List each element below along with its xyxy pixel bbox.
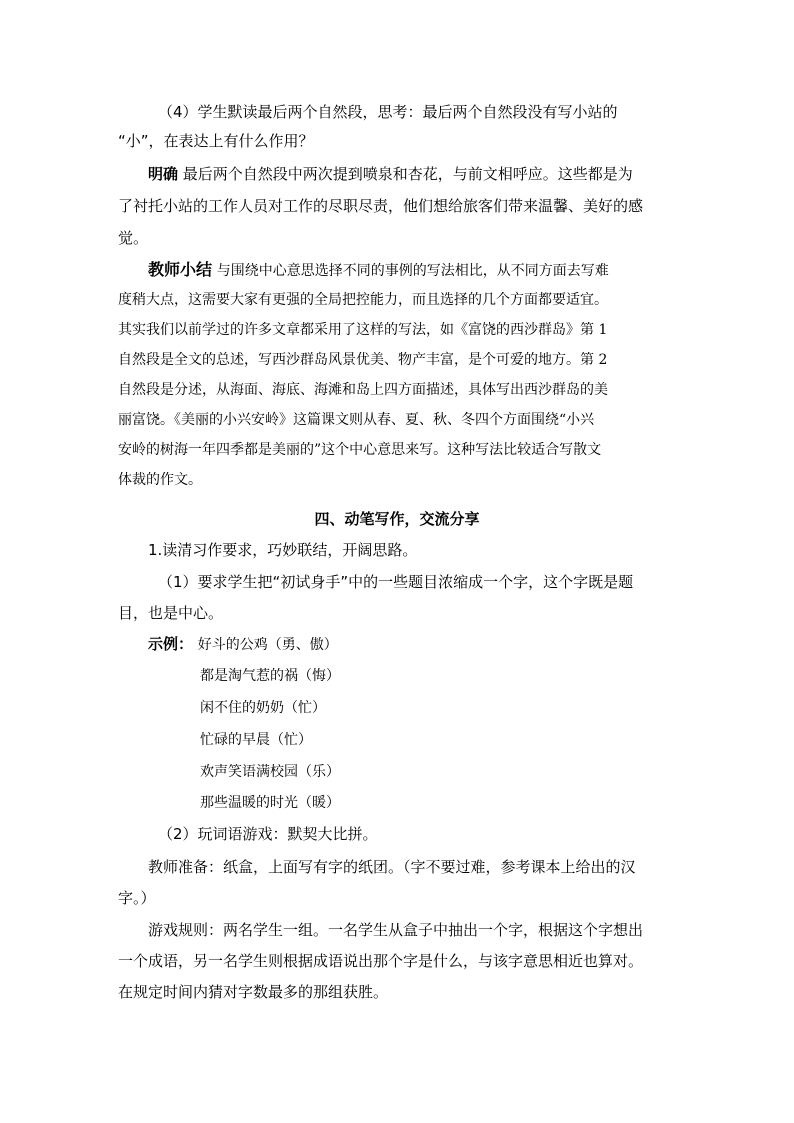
summary-line-8: 体裁的作文。 [118, 472, 202, 488]
q4-line-1: （4）学生默读最后两个自然段，思考：最后两个自然段没有写小站的 [158, 103, 618, 121]
example-first-line [148, 634, 338, 655]
example-item: 忙碌的早晨（忙） [200, 732, 312, 748]
summary-line-7: 安岭的树海一年四季都是美丽的”这个中心意思来写。这种写法比较适合写散文 [118, 442, 602, 458]
teacher-prep-line-1: 教师准备：纸盒，上面写有字的纸团。（字不要过难，参考课本上给出的汉 [148, 858, 636, 876]
game-rules-line-3: 在规定时间内猜对字数最多的那组获胜。 [118, 983, 389, 1001]
point-1-line-2: 目，也是中心。 [118, 604, 224, 622]
summary-text-1: 与围绕中心意思选择不同的事例的写法相比，从不同方面去写难 [216, 263, 609, 279]
mingque-line-2: 了衬托小站的工作人员对工作的尽职尽责，他们想给旅客们带来温馨、美好的感 [118, 197, 644, 215]
mingque-label: 明确 [148, 165, 179, 183]
example-item: 那些温暖的时光（暖） [200, 795, 340, 811]
summary-line-6: 丽富饶。《美丽的小兴安岭》这篇课文则从春、夏、秋、冬四个方面围绕“小兴 [118, 412, 595, 428]
mingque-line-3: 觉。 [118, 229, 149, 247]
example-item: 闲不住的奶奶（忙） [200, 700, 326, 716]
summary-line-2: 度稍大点，这需要大家有更强的全局把控能力，而且选择的几个方面都要适宜。 [118, 292, 608, 308]
example-item: 好斗的公鸡（勇、傲） [197, 637, 338, 653]
summary-line-5: 自然段是分述，从海面、海底、海滩和岛上四方面描述，具体写出西沙群岛的美 [118, 382, 608, 398]
mingque-line-1 [148, 164, 633, 184]
example-item: 欢声笑语满校园（乐） [200, 764, 340, 780]
summary-label: 教师小结 [148, 260, 213, 279]
example-label: 示例： [148, 635, 194, 653]
summary-line-1 [148, 260, 609, 281]
summary-line-3: 其实我们以前学过的许多文章都采用了这样的写法，如《富饶的西沙群岛》第 1 [118, 322, 608, 338]
point-2: （2）玩词语游戏：默契大比拼。 [158, 825, 378, 843]
summary-line-4: 自然段是全文的总述，写西沙群岛风景优美、物产丰富，是个可爱的地方。第 2 [118, 352, 608, 368]
teacher-prep-line-2: 字。） [118, 889, 156, 907]
mingque-text-1: 最后两个自然段中两次提到喷泉和杏花，与前文相呼应。这些都是为 [182, 165, 633, 183]
game-rules-line-1: 游戏规则：两名学生一组。一名学生从盒子中抽出一个字，根据这个字想出 [148, 921, 644, 939]
section-heading: 四、动笔写作，交流分享 [314, 510, 480, 528]
item-1: 1.读清习作要求，巧妙联结，开阔思路。 [148, 541, 418, 559]
point-1-line-1: （1）要求学生把“初试身手”中的一些题目浓缩成一个字，这个字既是题 [158, 573, 634, 591]
example-item: 都是淘气惹的祸（悔） [200, 668, 340, 684]
game-rules-line-2: 一个成语，另一名学生则根据成语说出那个字是什么，与该字意思相近也算对。 [118, 952, 644, 970]
q4-line-2: “小”，在表达上有什么作用？ [118, 132, 314, 150]
